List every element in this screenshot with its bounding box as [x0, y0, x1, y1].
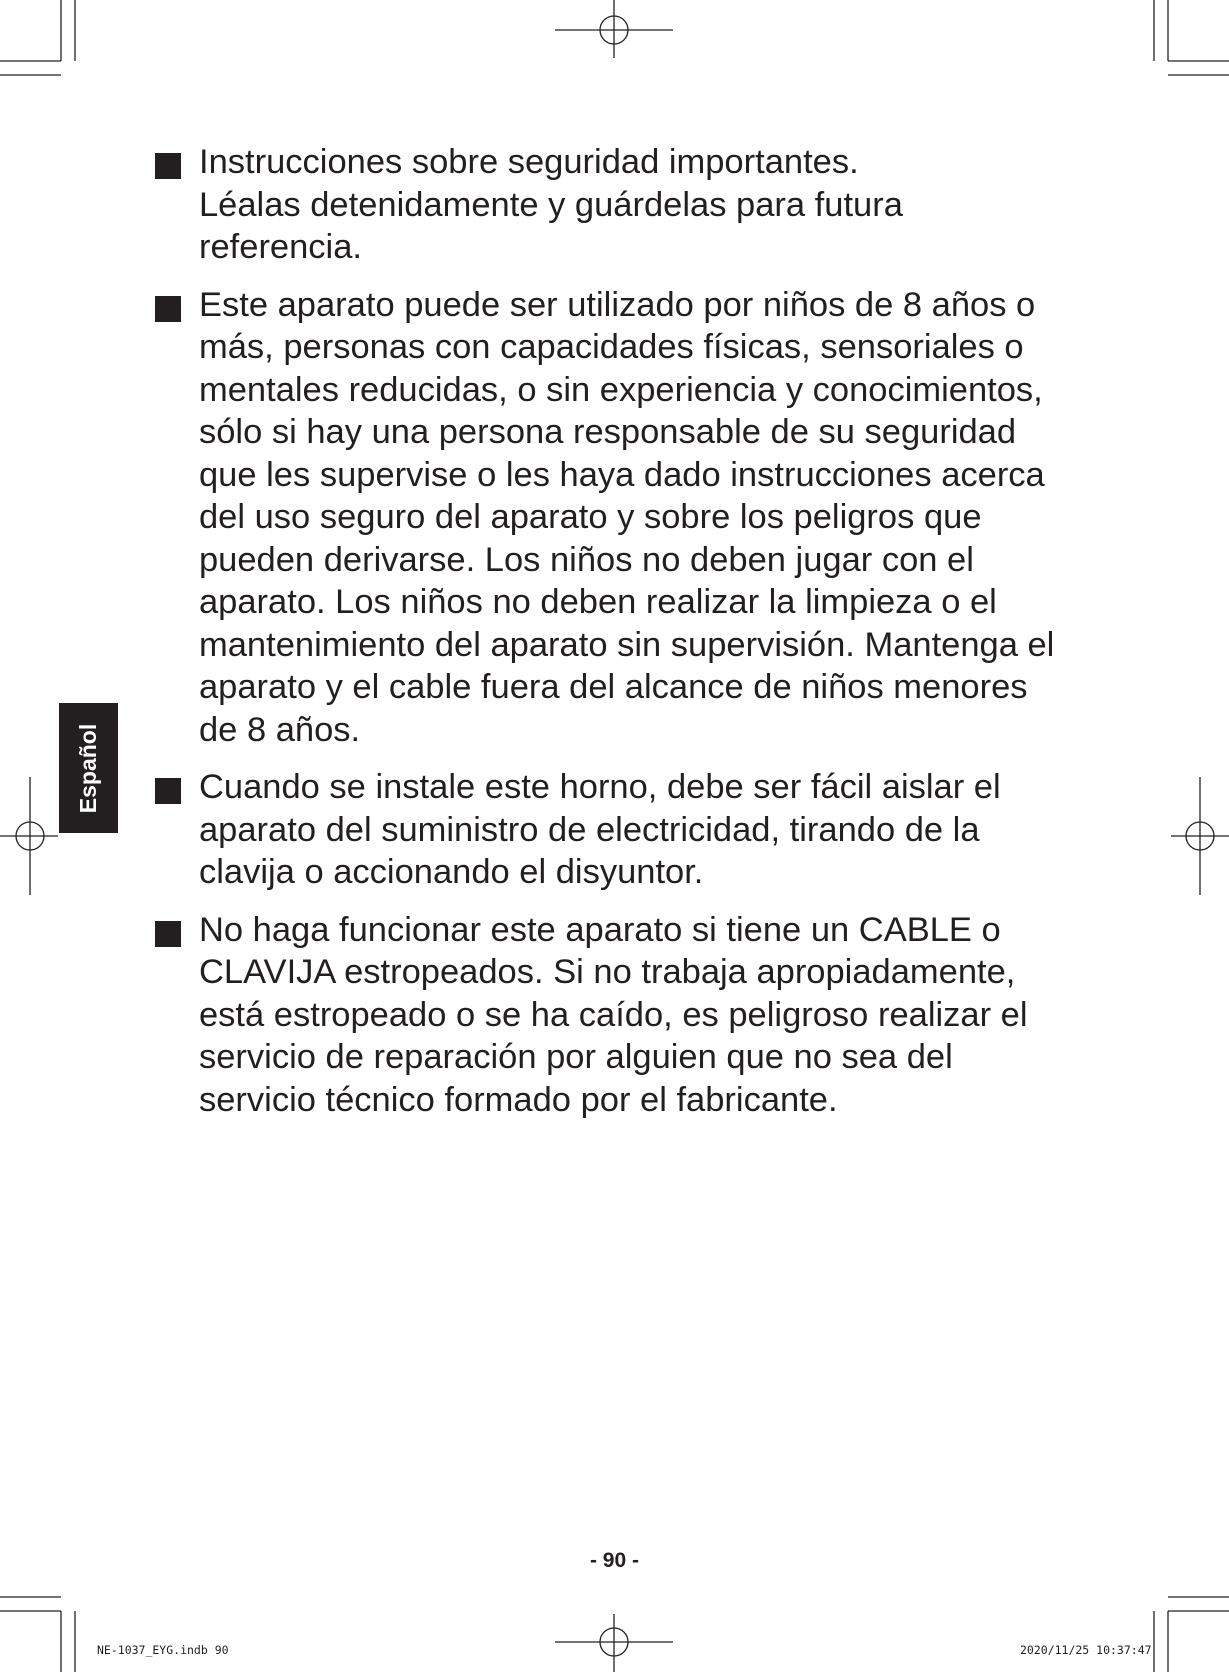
text-line: Cuando se instale este horno, debe ser fácil aislar el [199, 768, 1001, 806]
text-line: mentales reducidas, o sin experiencia y conocimientos, [199, 370, 1043, 409]
file-slug: NE-1037_EYG.indb 90 [97, 1643, 229, 1657]
safety-item [155, 141, 1085, 269]
language-side-tab [59, 703, 118, 833]
text-line: Instrucciones sobre seguridad importantes. [199, 143, 859, 181]
square-bullet-icon [155, 296, 181, 322]
safety-item [155, 284, 1085, 752]
text-line: está estropeado o se ha caído, es peligroso realizar el [199, 995, 1028, 1034]
text-line: aparato y el cable fuera del alcance de niños menores [199, 668, 1028, 706]
safety-item-text [199, 766, 1085, 894]
text-line: servicio técnico formado por el fabricante. [199, 1080, 838, 1119]
text-line: No haga funcionar este aparato si tiene un CABLE o [199, 910, 1001, 949]
text-line: Este aparato puede ser utilizado por niños de 8 años o [199, 285, 1036, 324]
text-line: servicio de reparación por alguien que no sea del [199, 1038, 953, 1076]
text-line: pueden derivarse. Los niños no deben jugar con el [199, 540, 974, 579]
safety-item [155, 766, 1085, 894]
safety-item-text [199, 284, 1085, 752]
text-line: sólo si hay una persona responsable de su seguridad [199, 413, 1017, 451]
language-tab-label: Español [75, 723, 101, 813]
text-line: del uso seguro del aparato y sobre los peligros que [199, 498, 982, 536]
text-line: aparato. Los niños no deben realizar la limpieza o el [199, 583, 997, 621]
date-slug: 2020/11/25 10:37:47 [1020, 1643, 1152, 1657]
text-line: Léalas detenidamente y guárdelas para futura [199, 185, 903, 224]
page-number: - 90 - [589, 1549, 639, 1572]
text-line: de 8 años. [199, 710, 361, 749]
text-line: CLAVIJA estropeados. Si no trabaja apropiadamente, [199, 953, 1016, 991]
text-line: más, personas con capacidades físicas, sensoriales o [199, 328, 1024, 366]
text-line: que les supervise o les haya dado instrucciones acerca [199, 455, 1045, 494]
square-bullet-icon [155, 778, 181, 804]
safety-item-text [199, 909, 1085, 1122]
text-line: aparato del suministro de electricidad, tirando de la [199, 810, 980, 849]
safety-item [155, 909, 1085, 1122]
square-bullet-icon [155, 921, 181, 947]
text-line: referencia. [199, 228, 362, 266]
square-bullet-icon [155, 153, 181, 179]
text-line: clavija o accionando el disyuntor. [199, 853, 704, 891]
safety-instructions-list [155, 141, 1085, 1136]
text-line: mantenimiento del aparato sin supervisión. Mantenga el [199, 625, 1055, 664]
safety-item-text [199, 141, 1085, 269]
